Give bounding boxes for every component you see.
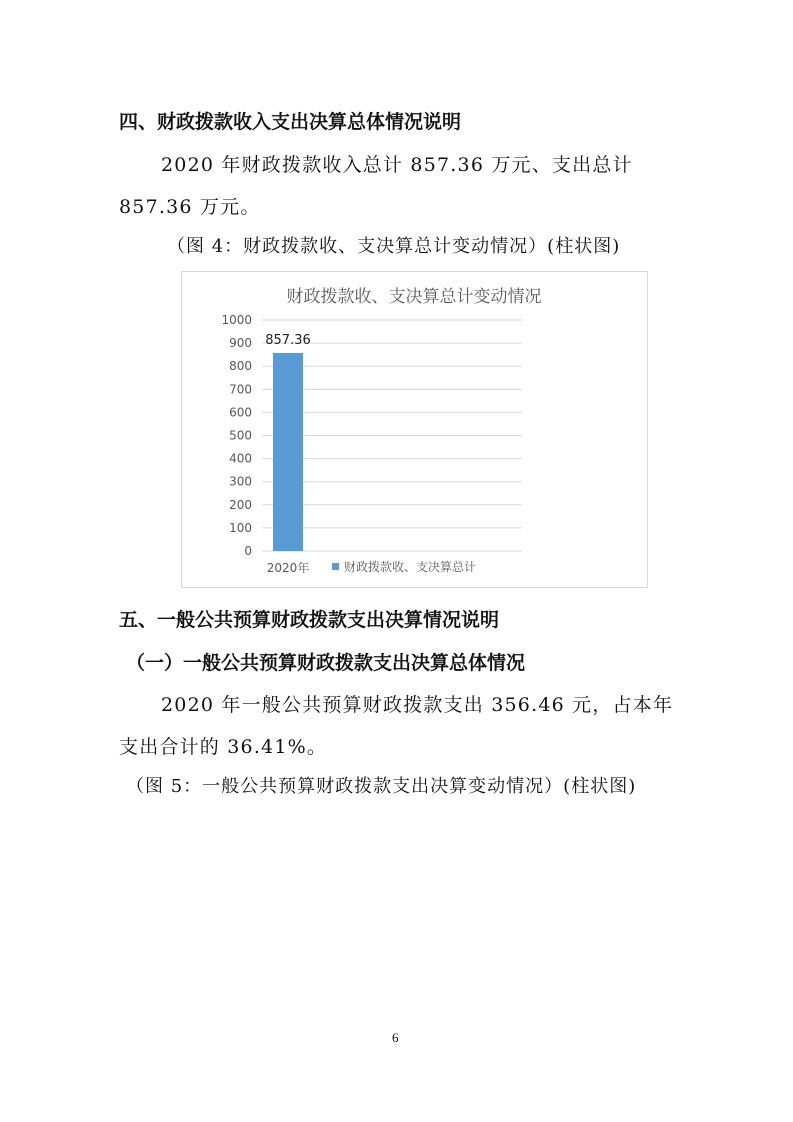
y-tick-label: 500 xyxy=(229,428,252,443)
figure-5-caption: （图 5：一般公共预算财政拨款支出决算变动情况）(柱状图) xyxy=(126,776,637,797)
bars xyxy=(265,333,311,551)
y-tick-label: 400 xyxy=(229,451,252,466)
y-tick-label: 0 xyxy=(244,544,252,558)
bar xyxy=(273,353,303,551)
y-tick-label: 800 xyxy=(229,359,252,374)
y-tick-label: 900 xyxy=(229,336,252,351)
section-4-paragraph-line-1: 2020 年财政拨款收入总计 857.36 万元、支出总计 xyxy=(161,154,633,176)
y-tick-label: 700 xyxy=(229,382,252,397)
legend xyxy=(332,559,476,574)
x-tick-label: 2020年 xyxy=(266,561,310,575)
y-tick-label: 100 xyxy=(229,520,252,535)
section-5-paragraph-line-2: 支出合计的 36.41%。 xyxy=(119,736,328,758)
section-5-paragraph-line-1: 2020 年一般公共预算财政拨款支出 356.46 元，占本年 xyxy=(161,694,674,716)
y-tick-label: 200 xyxy=(229,497,252,512)
y-tick-label: 600 xyxy=(229,405,252,420)
y-axis-ticks xyxy=(221,313,252,558)
data-label: 857.36 xyxy=(265,332,311,348)
y-tick-label: 1000 xyxy=(221,313,252,327)
y-tick-label: 300 xyxy=(229,474,252,489)
legend-swatch xyxy=(332,563,339,570)
section-4-paragraph-line-2: 857.36 万元。 xyxy=(119,196,261,218)
bar-chart xyxy=(182,272,647,587)
chart-title: 财政拨款收、支决算总计变动情况 xyxy=(286,287,542,307)
figure-4-caption: （图 4：财政拨款收、支决算总计变动情况）(柱状图) xyxy=(167,236,621,257)
figure-4-chart xyxy=(181,271,648,588)
legend-label: 财政拨款收、支决算总计 xyxy=(344,560,477,574)
section-5-subheading: （一）一般公共预算财政拨款支出决算总体情况 xyxy=(126,652,526,674)
x-axis-labels xyxy=(267,560,310,575)
page-number: 6 xyxy=(392,1030,399,1045)
section-4-heading: 四、财政拨款收入支出决算总体情况说明 xyxy=(119,111,462,133)
section-5-heading: 五、一般公共预算财政拨款支出决算情况说明 xyxy=(119,609,500,631)
